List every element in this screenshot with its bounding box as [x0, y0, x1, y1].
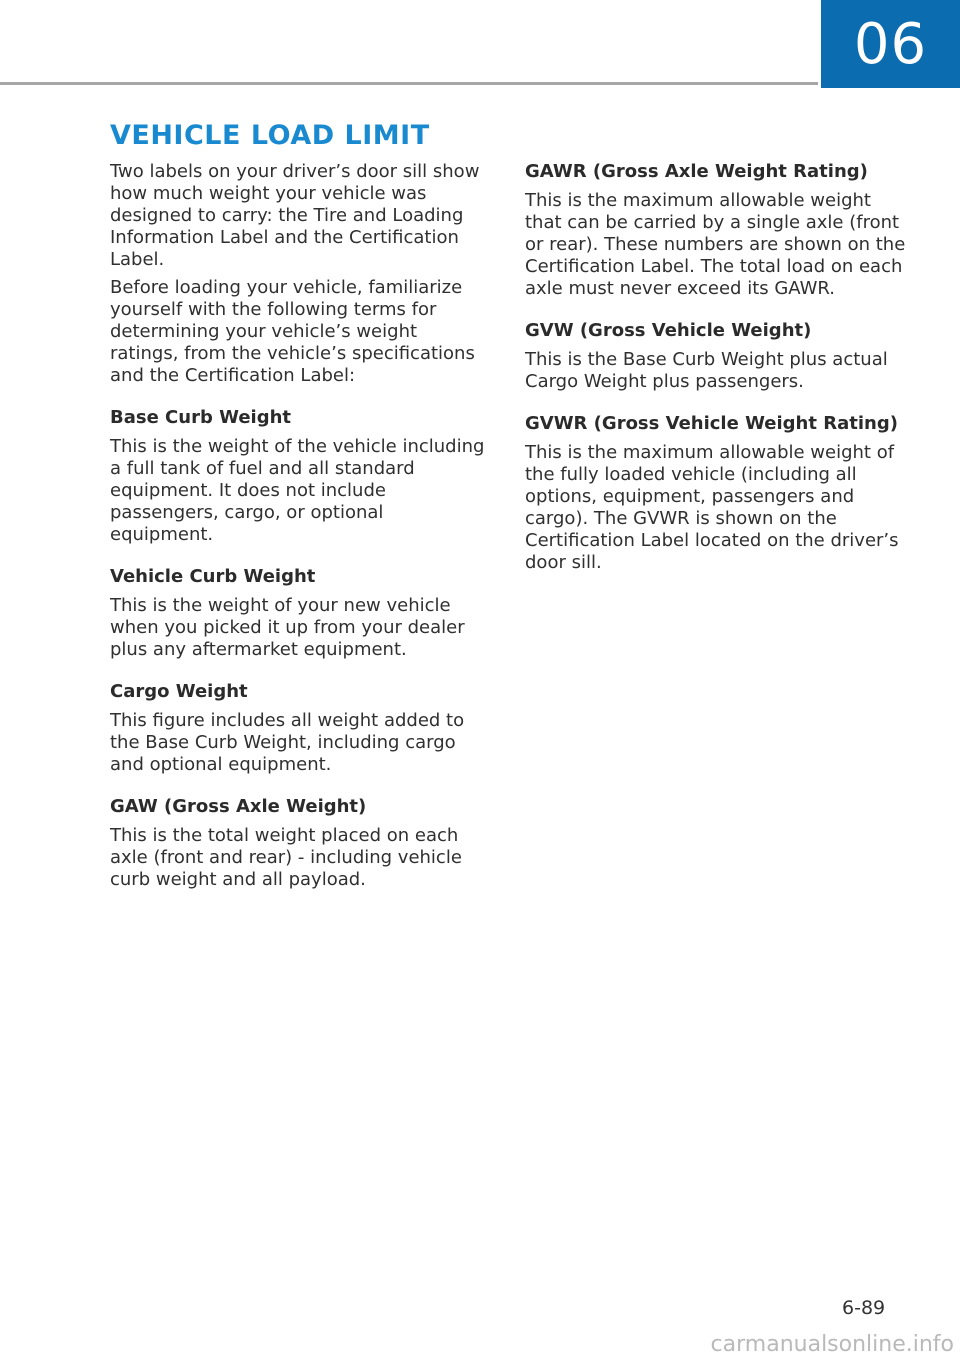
watermark: carmanualsonline.info: [710, 1332, 954, 1357]
term-heading: GAW (Gross Axle Weight): [110, 796, 367, 817]
intro-paragraph: Before loading your vehicle, familiarize yourself with the following terms for determining your vehicle’s weight ratings, from the vehicle’s specifications and the Certification Label:: [110, 277, 475, 386]
section-title: VEHICLE LOAD LIMIT: [110, 120, 430, 151]
term-text: This is the Base Curb Weight plus actual Cargo Weight plus passengers.: [525, 349, 888, 392]
term-text: This is the weight of the vehicle including a full tank of fuel and all standard equipment. It does not include passengers, cargo, or optional equipment.: [110, 436, 485, 545]
header-rule: [0, 82, 818, 85]
term-text: This is the weight of your new vehicle when you picked it up from your dealer plus any aftermarket equipment.: [110, 595, 465, 660]
right-column: [525, 161, 910, 594]
term-gvwr: [525, 413, 910, 574]
left-column: [110, 161, 488, 911]
term-heading: GVWR (Gross Vehicle Weight Rating): [525, 413, 898, 434]
chapter-number: 06: [853, 11, 928, 77]
term-text: This is the total weight placed on each axle (front and rear) - including vehicle curb weight and all payload.: [110, 825, 462, 890]
term-text: This is the maximum allowable weight of the fully loaded vehicle (including all options, equipment, passengers and cargo). The GVWR is shown on the Certification Label located on the driver’s door sill.: [525, 442, 899, 573]
term-gawr: [525, 161, 910, 300]
page-number: 6-89: [842, 1297, 886, 1319]
chapter-tab: [821, 0, 960, 88]
term-text: This is the maximum allowable weight that can be carried by a single axle (front or rear). These numbers are shown on the Certification Label. The total load on each axle must never exceed its GAWR.: [525, 190, 906, 299]
term-heading: GVW (Gross Vehicle Weight): [525, 320, 812, 341]
term-base-curb-weight: [110, 407, 488, 546]
intro: [110, 161, 488, 387]
intro-paragraph: Two labels on your driver’s door sill show how much weight your vehicle was designed to carry: the Tire and Loading Information Label and the Certification Label.: [110, 161, 480, 270]
term-text: This figure includes all weight added to the Base Curb Weight, including cargo and optional equipment.: [110, 710, 465, 775]
term-cargo-weight: [110, 681, 488, 776]
term-gvw: [525, 320, 910, 393]
term-heading: Cargo Weight: [110, 681, 248, 702]
term-gaw: [110, 796, 488, 891]
term-heading: GAWR (Gross Axle Weight Rating): [525, 161, 868, 182]
term-heading: Base Curb Weight: [110, 407, 292, 428]
term-vehicle-curb-weight: [110, 566, 488, 661]
term-heading: Vehicle Curb Weight: [110, 566, 316, 587]
